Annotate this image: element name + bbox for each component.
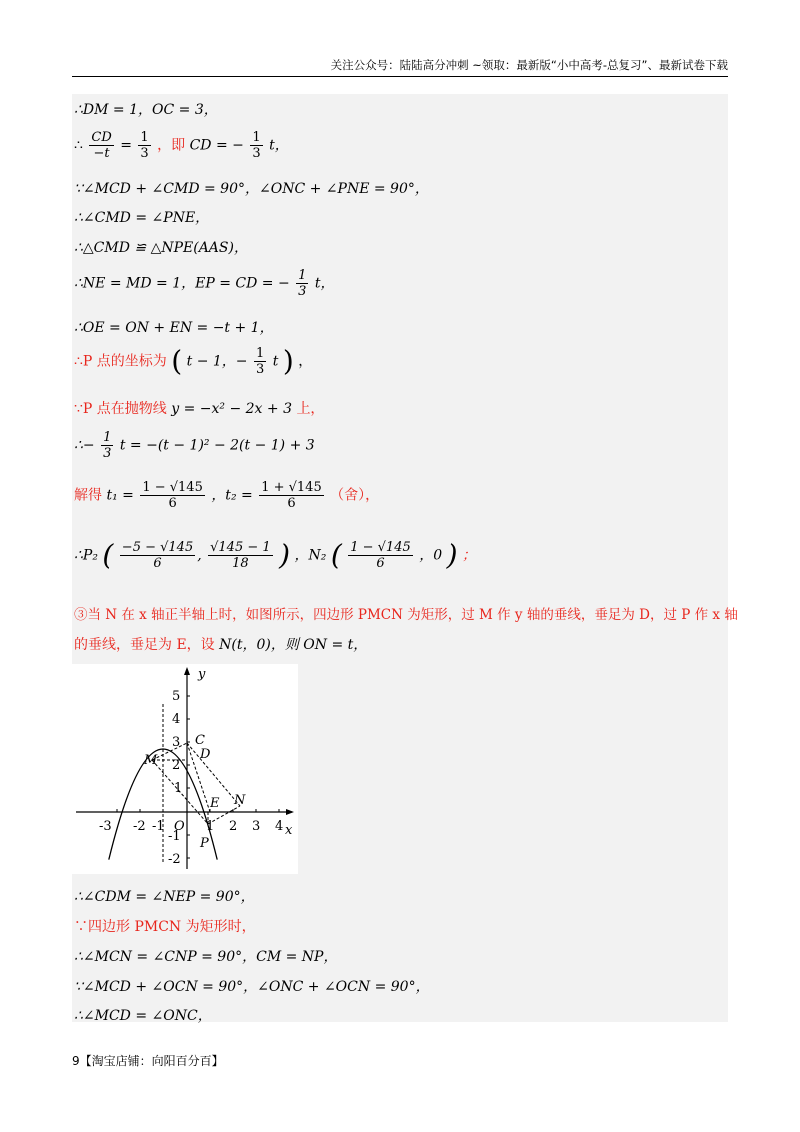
fraction: $\frac{-5 - √145}{6}$ [121,540,194,571]
point-D: D [200,747,211,762]
line-4: ∴∠CMD = ∠PNE， [74,210,210,226]
x-axis-label: x [285,823,293,838]
line-12: ∴P₂ ( $\frac{-5 - √145}{6}$ , $\frac{√145 - 1}{18}$ ) ，N₂ ( $\frac{1 - √145}{6}$ ，0 ) ； [74,538,476,572]
line-9: ∵P 点在抛物线 y = −x² − 2x + 3 上， [74,401,325,417]
y-tick-4: 4 [172,712,181,727]
fraction: $\frac{1 - √145}{6}$ [142,480,203,511]
line-14: 的垂线，垂足为 E，设 N(t，0)，则 ON = t， [74,637,368,653]
header-text: 关注公众号：陆陆高分冲刺 ~领取：最新版“小中高考-总复习”、最新试卷下载 [330,58,728,72]
line-8: ∴P 点的坐标为 ( t − 1，− $\frac{1}{3}$ t ) ， [74,344,313,378]
x-tick-neg2: -2 [133,819,146,834]
y-tick-5: 5 [172,689,181,704]
line-17: ∴∠MCN = ∠CNP = 90°，CM = NP， [74,949,338,965]
fraction: $\frac{1}{3}$ [103,430,112,461]
fraction: $\frac{CD}{-t}$ [91,130,112,161]
y-tick-1: 1 [174,781,183,796]
x-tick-neg3: -3 [99,819,112,834]
page-footer: 9【淘宝店铺：向阳百分百】 [72,1054,224,1068]
point-P: P [200,836,209,851]
y-axis-label: y [198,667,206,682]
fraction: $\frac{1}{3}$ [255,346,265,377]
line-16: ∵四边形 PMCN 为矩形时， [74,919,256,935]
x-axis-arrow [286,809,294,815]
line-2: ∴ $\frac{CD}{-t}$ = $\frac{1}{3}$ ，即 CD = − $\frac{1}{3}$ t， [74,130,289,161]
graph-svg [72,664,298,874]
line-6: ∴NE = MD = 1，EP = CD = − $\frac{1}{3}$ t， [74,268,335,299]
point-N: N [234,793,246,808]
line-13: ③当 N 在 x 轴正半轴上时，如图所示，四边形 PMCN 为矩形，过 M 作 y 轴的垂线，垂足为 D，过 P 作 x 轴 [74,607,738,623]
y-tick-neg2: -2 [168,852,181,867]
fraction: $\frac{1}{3}$ [298,268,307,299]
fraction: $\frac{√145 - 1}{18}$ [210,540,271,571]
page-header [72,56,728,77]
line-19: ∴∠MCD = ∠ONC， [74,1008,212,1024]
x-tick-3: 3 [252,819,261,834]
fraction: $\frac{1 + √145}{6}$ [261,480,322,511]
y-tick-neg1: -1 [168,829,181,844]
line-18: ∵∠MCD + ∠OCN = 90°，∠ONC + ∠OCN = 90°， [74,979,430,995]
line-11: 解得 t₁ = $\frac{1 - √145}{6}$ ，t₂ = $\frac{1 + √145}{6}$ （舍）， [74,480,380,511]
point-C: C [195,733,205,748]
x-tick-1: 1 [206,819,215,834]
fraction: $\frac{1 - √145}{6}$ [350,540,411,571]
line-15: ∴∠CDM = ∠NEP = 90°， [74,889,255,905]
fraction: $\frac{1}{3}$ [140,130,149,161]
fraction: $\frac{1}{3}$ [252,130,261,161]
y-tick-2: 2 [172,758,181,773]
line-5: ∴△CMD ≌ △NPE(AAS)， [74,240,248,256]
line-1: ∴DM = 1，OC = 3， [74,102,218,118]
parabola-figure [72,664,298,874]
line-7: ∴OE = ON + EN = −t + 1， [74,320,274,336]
y-axis-arrow [184,667,190,675]
y-tick-3: 3 [172,735,181,750]
point-M: M [144,753,158,768]
x-tick-4: 4 [275,819,284,834]
x-tick-2: 2 [229,819,238,834]
x-tick-neg1: -1 [152,819,165,834]
point-E: E [210,796,220,811]
line-10: ∴− $\frac{1}{3}$ t = −(t − 1)² − 2(t − 1) + 3 [74,430,315,461]
origin-label: O [174,819,185,834]
line-3: ∵∠MCD + ∠CMD = 90°，∠ONC + ∠PNE = 90°， [74,181,429,197]
